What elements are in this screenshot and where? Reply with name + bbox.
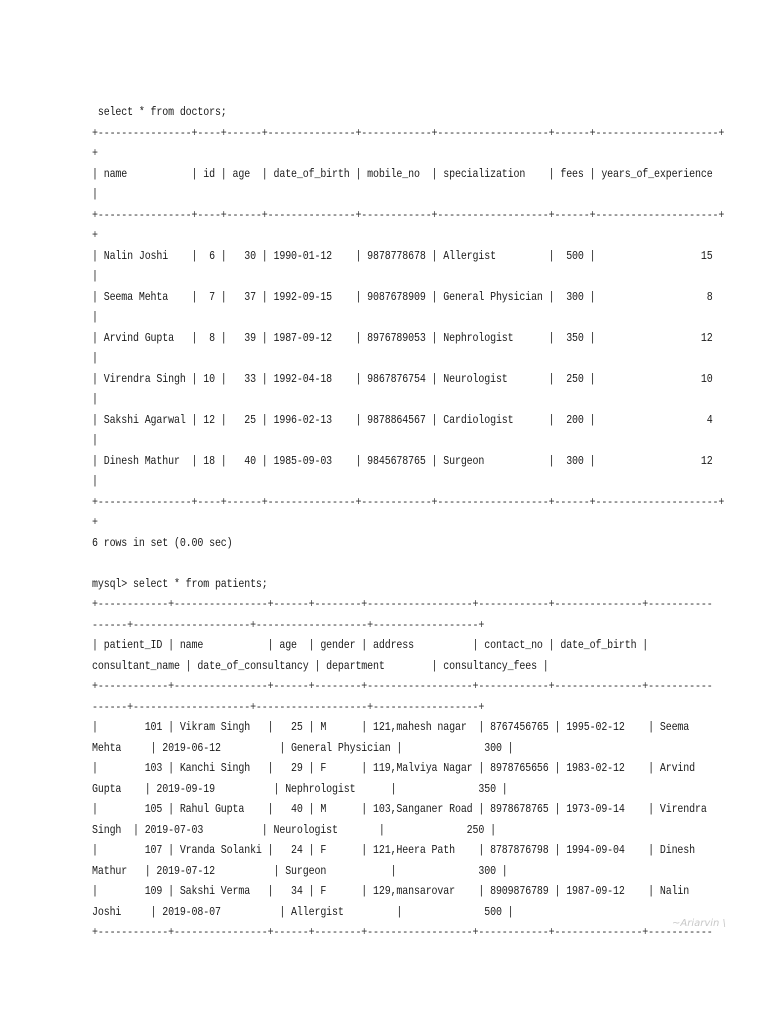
table-border: +------------+----------------+------+--------+------------------+------------+---------------+----------- [92, 926, 713, 939]
table-wrap-line: | [92, 188, 98, 201]
table-row: | Sakshi Agarwal | 12 | 25 | 1996-02-13 | 9878864567 | Cardiologist | 200 | 4 [92, 413, 719, 427]
table-wrap-line: | [92, 270, 98, 283]
table-border: ------+--------------------+-------------------+------------------+ [92, 700, 485, 714]
table-row: | Seema Mehta | 7 | 37 | 1992-09-15 | 9087678909 | General Physician | 300 | 8 [92, 290, 719, 304]
table-border: ------+--------------------+-------------------+------------------+ [92, 618, 485, 632]
table-row: | 103 | Kanchi Singh | 29 | F | 119,Malviya Nagar | 8978765656 | 1983-02-12 | Arvind [92, 762, 696, 775]
table-header-row: | name | id | age | date_of_birth | mobile_no | specialization | fees | years_of_experience [92, 167, 719, 181]
table-row: | Virendra Singh | 10 | 33 | 1992-04-18 | 9867876754 | Neurologist | 250 | 10 [92, 372, 719, 386]
table-row: | 107 | Vranda Solanki | 24 | F | 121,Heera Path | 8787876798 | 1994-09-04 | Dinesh [92, 844, 696, 857]
table-border: +----------------+----+------+---------------+------------+-------------------+------+---------------------+ [92, 495, 725, 509]
table-row-wrap: Joshi | 2019-08-07 | Allergist | 500 | [92, 905, 514, 919]
table-row: | 101 | Vikram Singh | 25 | M | 121,mahesh nagar | 8767456765 | 1995-02-12 | Seema [92, 721, 690, 734]
table-row: | 105 | Rahul Gupta | 40 | M | 103,Sanganer Road | 8978678765 | 1973-09-14 | Virendra [92, 803, 707, 816]
mysql-prompt-line: mysql> select * from patients; [92, 577, 268, 591]
result-summary: 6 rows in set (0.00 sec) [92, 536, 233, 550]
table-row-wrap: Mathur | 2019-07-12 | Surgeon | 300 | [92, 864, 508, 878]
watermark: ~Ariarvin \ [672, 918, 726, 929]
table-row-wrap: Gupta | 2019-09-19 | Nephrologist | 350 | [92, 782, 508, 796]
table-header-row-wrap: consultant_name | date_of_consultancy | department | consultancy_fees | [92, 659, 549, 673]
table-wrap-line: | [92, 434, 98, 447]
table-border: +----------------+----+------+---------------+------------+-------------------+------+---------------------+ [92, 208, 725, 222]
table-wrap-line: | [92, 475, 98, 488]
table-row: | 109 | Sakshi Verma | 34 | F | 129,mansarovar | 8909876789 | 1987-09-12 | Nalin [92, 885, 690, 898]
table-border: + [92, 516, 98, 529]
table-row: | Nalin Joshi | 6 | 30 | 1990-01-12 | 9878778678 | Allergist | 500 | 15 [92, 249, 719, 263]
table-border: + [92, 147, 98, 160]
table-wrap-line: | [92, 393, 98, 406]
table-border: + [92, 229, 98, 242]
table-border: +----------------+----+------+---------------+------------+-------------------+------+---------------------+ [92, 126, 725, 140]
table-wrap-line: | [92, 311, 98, 324]
table-header-row: | patient_ID | name | age | gender | address | contact_no | date_of_birth | [92, 639, 649, 652]
table-row-wrap: Mehta | 2019-06-12 | General Physician | 300 | [92, 741, 514, 755]
blank-line [92, 554, 642, 575]
table-border: +------------+----------------+------+--------+------------------+------------+---------------+----------- [92, 680, 713, 693]
table-wrap-line: | [92, 352, 98, 365]
table-row-wrap: Singh | 2019-07-03 | Neurologist | 250 | [92, 823, 496, 837]
table-border: +------------+----------------+------+--------+------------------+------------+---------------+----------- [92, 598, 713, 611]
table-row: | Arvind Gupta | 8 | 39 | 1987-09-12 | 8976789053 | Nephrologist | 350 | 12 [92, 331, 719, 345]
table-row: | Dinesh Mathur | 18 | 40 | 1985-09-03 | 9845678765 | Surgeon | 300 | 12 [92, 454, 719, 468]
terminal-line: select * from doctors; [92, 106, 227, 119]
